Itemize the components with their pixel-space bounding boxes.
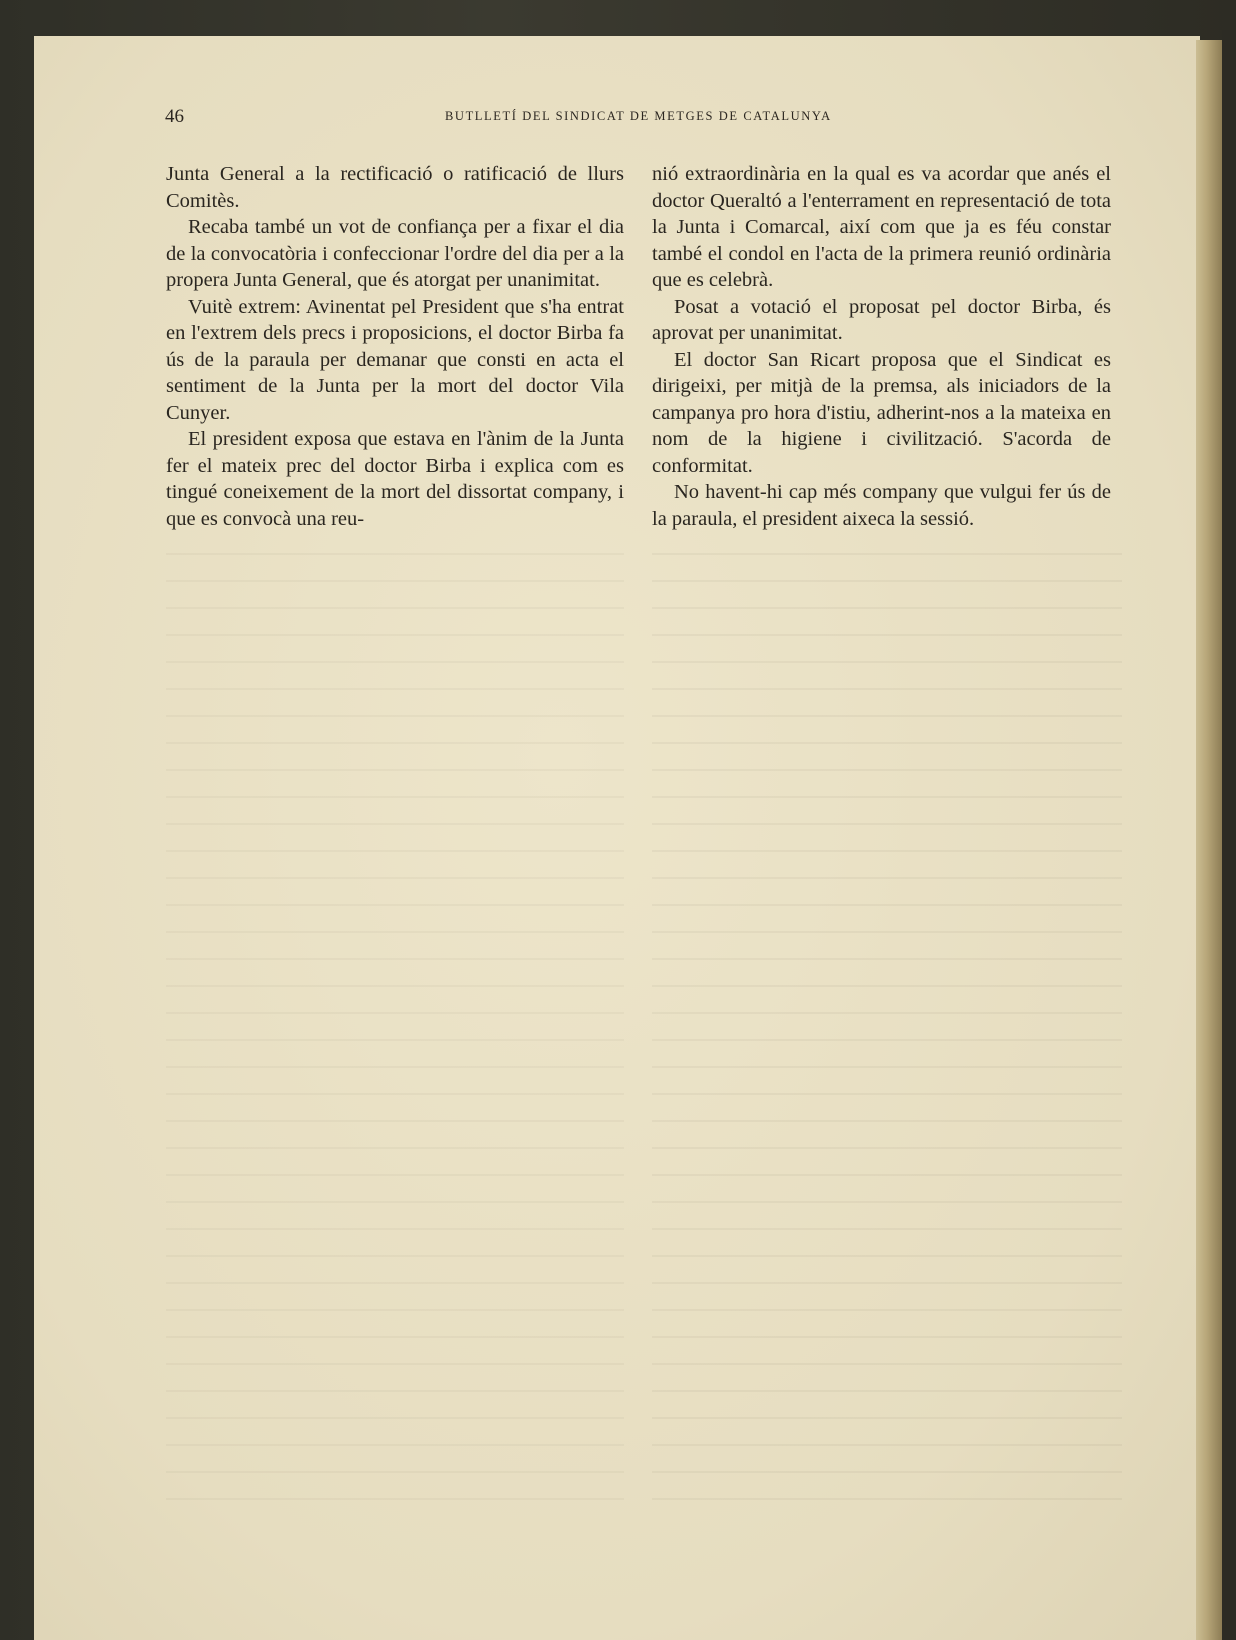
page-header xyxy=(165,106,1175,130)
paragraph: El president exposa que estava en l'ànim de la Junta fer el mateix prec del doctor Birba i explica com es tingué coneixement de la mort del dissortat company, i que es convocà una reu- xyxy=(166,428,624,530)
paragraph: nió extraordinària en la qual es va acordar que anés el doctor Queraltó a l'enterrament en representació de tota la Junta i Comarcal, així com que ja es féu constar també el condol en l'acta de la primera reunió ordinària que es celebrà. xyxy=(652,163,1111,291)
left-column xyxy=(166,161,624,532)
page-edge xyxy=(1196,40,1222,1640)
right-column xyxy=(652,161,1111,532)
paragraph: Posat a votació el proposat pel doctor Birba, és aprovat per unanimitat. xyxy=(652,295,1111,344)
show-through-left xyxy=(166,540,624,1500)
paragraph: El doctor San Ricart proposa que el Sindicat es dirigeixi, per mitjà de la premsa, als iniciadors de la campanya pro hora d'istiu, adherint-nos a la mateixa en nom de la higiene i civilització. S'acorda de conformitat. xyxy=(652,348,1111,477)
paragraph: No havent-hi cap més company que vulgui fer ús de la paraula, el president aixeca la sessió. xyxy=(652,481,1111,530)
running-title: BUTLLETÍ DEL SINDICAT DE METGES DE CATALUNYA xyxy=(445,109,832,123)
page-number: 46 xyxy=(165,106,184,127)
show-through-right xyxy=(652,540,1122,1500)
paragraph: Recaba també un vot de confiança per a fixar el dia de la convocatòria i confeccionar l'ordre del dia per a la propera Junta General, que és atorgat per unanimitat. xyxy=(166,216,624,291)
paragraph: Vuitè extrem: Avinentat pel President que s'ha entrat en l'extrem dels precs i proposicions, el doctor Birba fa ús de la paraula per demanar que consti en acta el sentiment de la Junta per la mort del doctor Vila Cunyer. xyxy=(166,295,624,424)
scan-border xyxy=(1222,30,1236,1640)
paragraph: Junta General a la rectificació o ratificació de llurs Comitès. xyxy=(166,163,624,212)
